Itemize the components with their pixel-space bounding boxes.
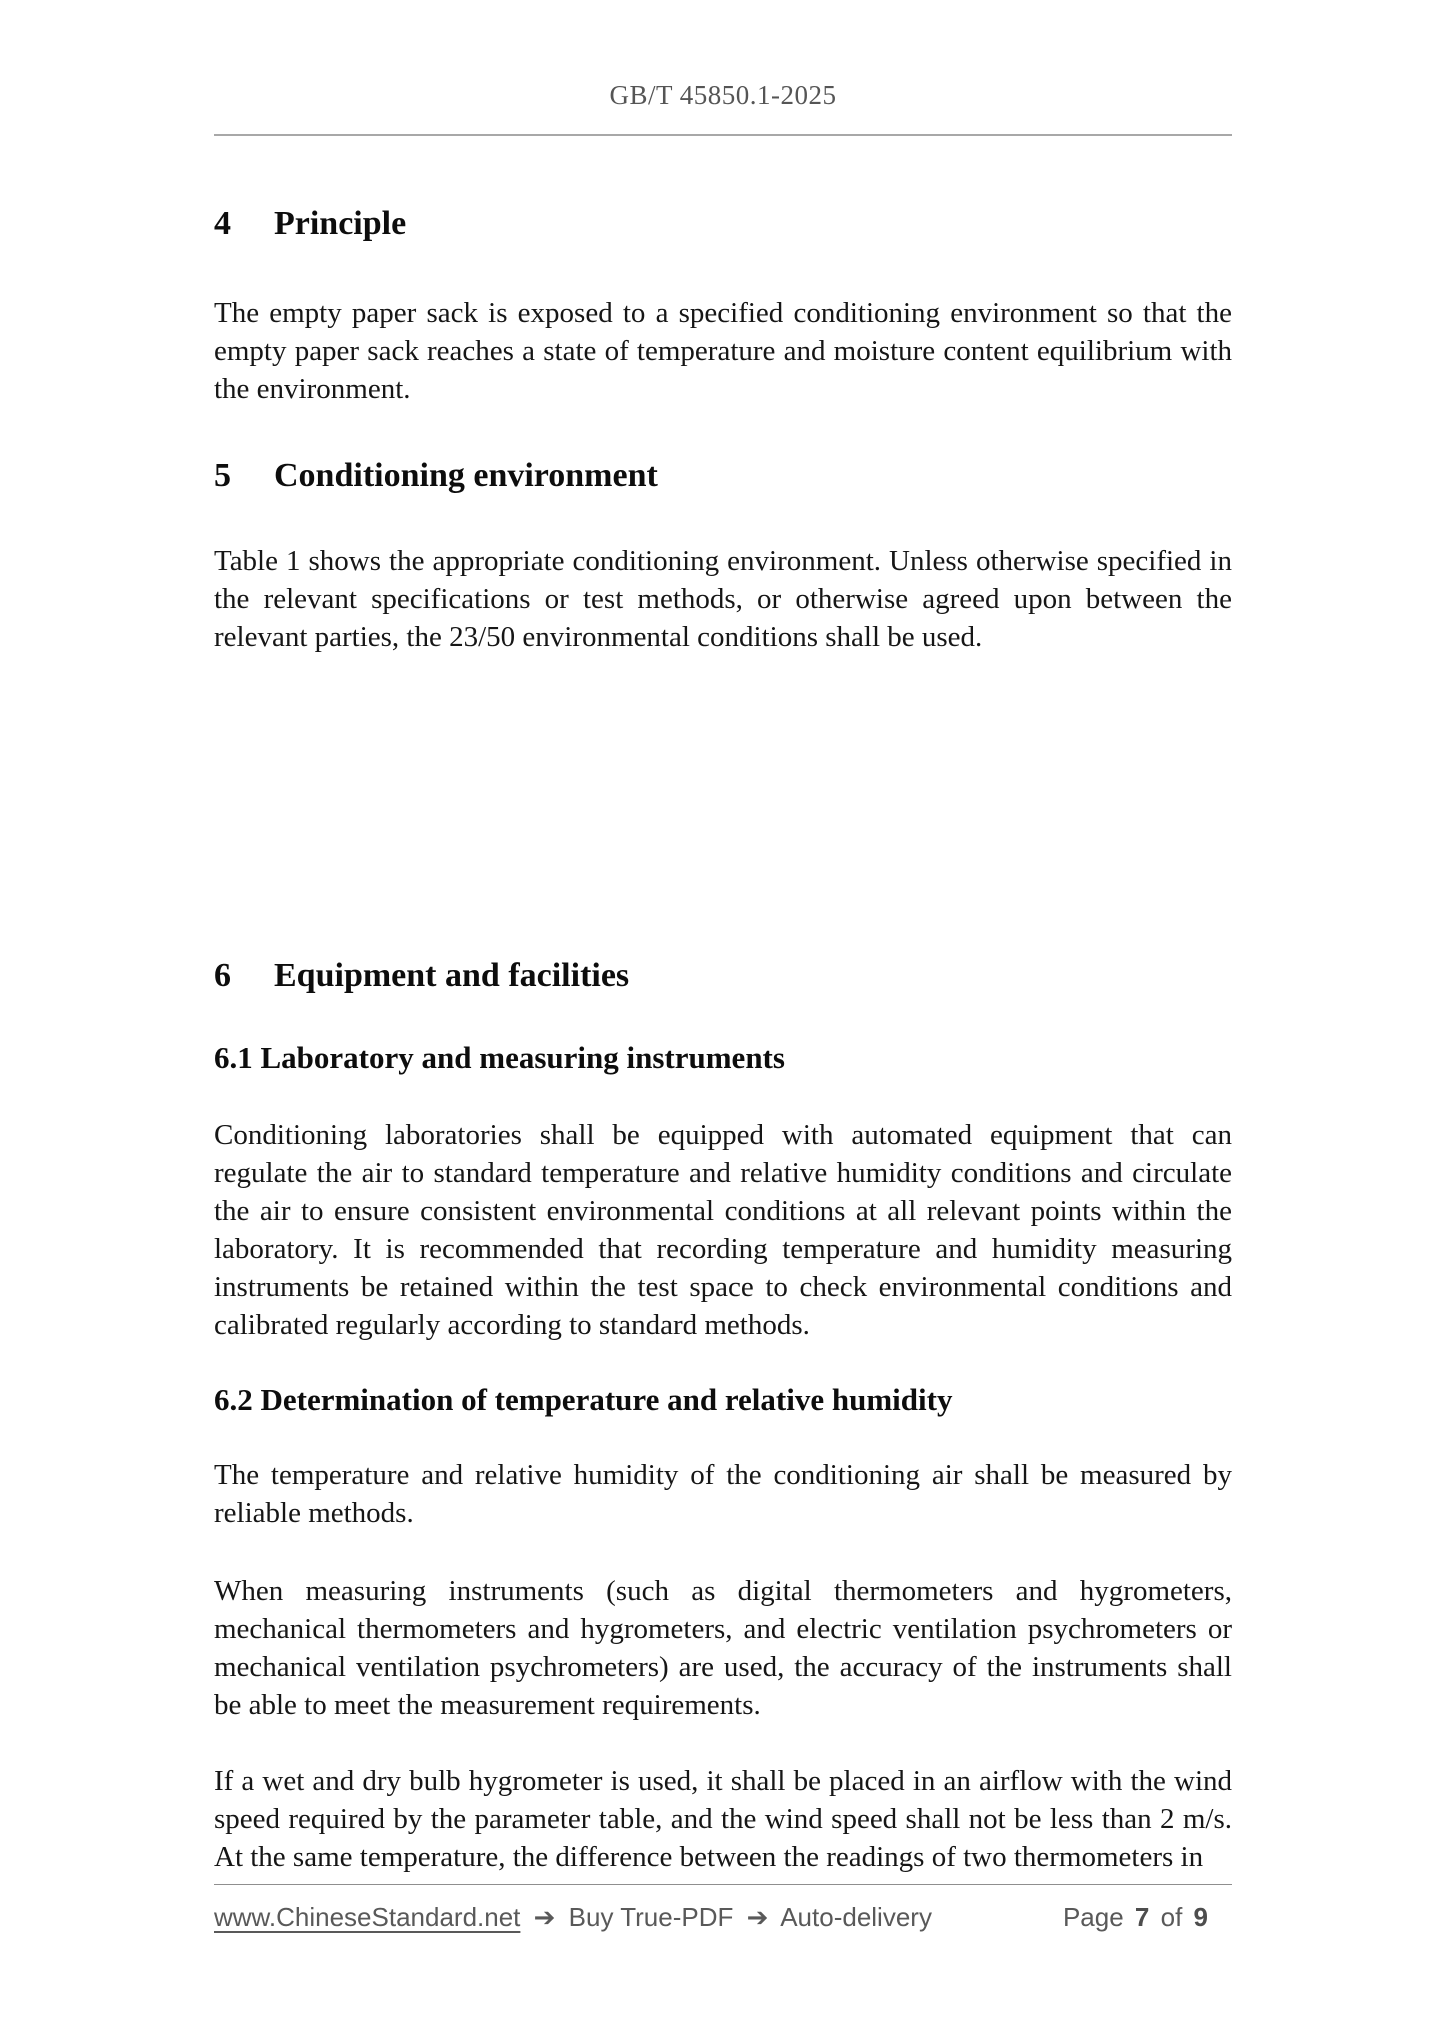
arrow-icon: ➔: [746, 1903, 769, 1933]
page-total-number: 9: [1193, 1902, 1208, 1932]
section-6-1-heading: 6.1 Laboratory and measuring instruments: [214, 1040, 785, 1075]
website-link[interactable]: www.ChineseStandard.net: [214, 1902, 521, 1932]
section-6-title: Equipment and facilities: [274, 957, 630, 994]
section-6-number: 6: [214, 957, 231, 994]
footer-links: [214, 1902, 932, 1933]
section-6-2-heading: 6.2 Determination of temperature and relative humidity: [214, 1382, 953, 1417]
section-4-paragraph: The empty paper sack is exposed to a specified conditioning environment so that the empty paper sack reaches a state of temperature and moisture content equilibrium with the environment.: [214, 297, 1232, 405]
page-current-number: 7: [1134, 1902, 1150, 1932]
doc-number: GB/T 45850.1-2025: [609, 80, 837, 110]
section-5-title: Conditioning environment: [274, 457, 658, 494]
footer-divider: [214, 1884, 1232, 1885]
table-1-blank-area: [214, 656, 1232, 956]
section-4-title: Principle: [274, 205, 407, 242]
section-5-heading: [214, 456, 1232, 496]
footer-delivery-label: Auto-delivery: [780, 1902, 932, 1932]
section-6-2-paragraph-3: If a wet and dry bulb hygrometer is used, it shall be placed in an airflow with the wind speed required by the parameter table, and the wind speed shall not be less than 2 m/s. At the same temperature, the difference between the readings of two thermometers in: [214, 1765, 1232, 1873]
section-6-1-paragraph: Conditioning laboratories shall be equipped with automated equipment that can regulate the air to standard temperature and relative humidity conditions and circulate the air to ensure consistent environmental conditions at all relevant points within the laboratory. It is recommended that recording temperature and humidity measuring instruments be retained within the test space to check environmental conditions and calibrated regularly according to standard methods.: [214, 1119, 1232, 1341]
section-5-paragraph: Table 1 shows the appropriate conditioning environment. Unless otherwise specified in the relevant specifications or test methods, or otherwise agreed upon between the relevant parties, the 23/50 environmental conditions shall be used.: [214, 545, 1232, 653]
header-divider: [214, 134, 1232, 136]
page-footer: [214, 1884, 1232, 1933]
page-label: Page: [1062, 1902, 1124, 1932]
footer-buy-label: Buy True-PDF: [568, 1902, 734, 1932]
section-4-number: 4: [214, 205, 231, 242]
page-indicator: [1063, 1902, 1232, 1932]
arrow-icon: ➔: [533, 1903, 556, 1933]
section-4-heading: [214, 204, 1232, 244]
document-body: [214, 204, 1232, 1876]
section-6-2-paragraph-1: The temperature and relative humidity of the conditioning air shall be measured by reliable methods.: [214, 1459, 1232, 1529]
section-5-number: 5: [214, 457, 231, 494]
page-of-label: of: [1160, 1902, 1183, 1932]
section-6-2-paragraph-2: When measuring instruments (such as digital thermometers and hygrometers, mechanical thermometers and hygrometers, and electric ventilation psychrometers or mechanical ventilation psychrometers) are used, the accuracy of the instruments shall be able to meet the measurement requirements.: [214, 1575, 1232, 1721]
page-header: [214, 0, 1232, 136]
section-6-heading: [214, 956, 1232, 996]
